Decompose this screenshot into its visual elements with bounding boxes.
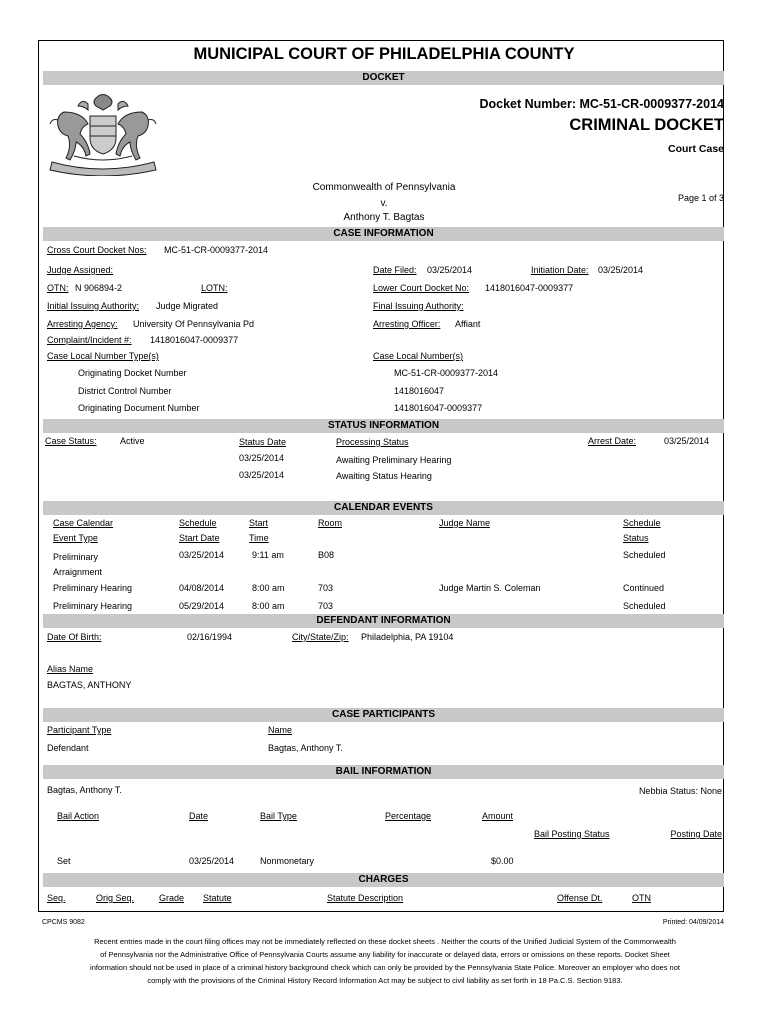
participant-name-label: Name bbox=[268, 725, 293, 735]
cal-header-time-2: Time bbox=[249, 533, 269, 543]
local-type-1: Originating Docket Number bbox=[78, 368, 187, 378]
bail-date-label: Date bbox=[189, 811, 209, 821]
arresting-agency-label: Arresting Agency: bbox=[47, 319, 118, 329]
processing-status-1: Awaiting Preliminary Hearing bbox=[336, 455, 452, 465]
participant-type-value: Defendant bbox=[47, 743, 89, 753]
cal-row-3-room: 703 bbox=[318, 601, 334, 611]
cal-header-room: Room bbox=[318, 518, 343, 528]
arresting-agency-value: University Of Pennsylvania Pd bbox=[133, 319, 255, 329]
footer-disclaimer: Recent entries made in the court filing offices may not be immediately reflected on these docket sheets . Neither the courts of the Unified Judicial System of the Commonwealth of Pennsylvania nor the Administrative Office of Pennsylvania Courts assume any liability for inaccurate or delayed data, errors or omissions on these reports. Docket Sheet information should not be used in place of a criminal history background check which can only be provided by the Pennsylvania State Police. Moreover an employer who does not comply with the provisions of the Criminal History Record Information Act may be subject to civil liability as set forth in 18 Pa.C.S. Section 9183. bbox=[90, 937, 680, 985]
local-type-2: District Control Number bbox=[78, 386, 172, 396]
cal-header-time-1: Start bbox=[249, 518, 269, 528]
calendar-events-bar: CALENDAR EVENTS bbox=[43, 501, 724, 515]
status-information-bar: STATUS INFORMATION bbox=[43, 419, 724, 433]
cal-row-1-status: Scheduled bbox=[623, 550, 666, 560]
criminal-docket-title: CRIMINAL DOCKET bbox=[569, 116, 724, 134]
city-value: Philadelphia, PA 19104 bbox=[361, 632, 454, 642]
local-number-3: 1418016047-0009377 bbox=[394, 403, 483, 413]
cal-row-1-room: B08 bbox=[318, 550, 335, 560]
complaint-label: Complaint/Incident #: bbox=[47, 335, 132, 345]
cal-row-2-date: 04/08/2014 bbox=[179, 583, 225, 593]
bail-defendant-name: Bagtas, Anthony T. bbox=[47, 785, 122, 795]
form-id: CPCMS 9082 bbox=[42, 919, 85, 926]
lower-court-value: 1418016047-0009377 bbox=[485, 283, 574, 293]
status-date-1: 03/25/2014 bbox=[239, 453, 285, 463]
bail-date-value: 03/25/2014 bbox=[189, 856, 235, 866]
alias-label: Alias Name bbox=[47, 664, 94, 674]
cal-row-1-date: 03/25/2014 bbox=[179, 550, 225, 560]
cal-row-2-time: 8:00 am bbox=[252, 583, 285, 593]
status-date-label: Status Date bbox=[239, 437, 287, 447]
bail-amount-label: Amount bbox=[482, 811, 514, 821]
bail-percentage-label: Percentage bbox=[385, 811, 432, 821]
status-date-2: 03/25/2014 bbox=[239, 470, 285, 480]
cal-row-3-event: Preliminary Hearing bbox=[53, 601, 133, 611]
bail-amount-value: $0.00 bbox=[491, 856, 514, 866]
arrest-date-value: 03/25/2014 bbox=[664, 436, 710, 446]
charges-description-label: Statute Description bbox=[327, 893, 404, 903]
cal-row-1-event-1: Preliminary bbox=[53, 552, 99, 562]
lotn-label: LOTN: bbox=[201, 283, 228, 293]
case-participants-bar: CASE PARTICIPANTS bbox=[43, 708, 724, 722]
cal-header-event-1: Case Calendar bbox=[53, 518, 114, 528]
otn-value: N 906894-2 bbox=[75, 283, 123, 293]
charges-bar: CHARGES bbox=[43, 873, 724, 887]
arresting-officer-value: Affiant bbox=[455, 319, 481, 329]
final-authority-label: Final Issuing Authority: bbox=[373, 301, 464, 311]
bail-action-label: Bail Action bbox=[57, 811, 100, 821]
participant-type-label: Participant Type bbox=[47, 725, 112, 735]
cal-header-status-1: Schedule bbox=[623, 518, 661, 528]
bail-action-value: Set bbox=[57, 856, 71, 866]
bail-posting-date-label: Posting Date bbox=[670, 829, 722, 839]
alias-value: BAGTAS, ANTHONY bbox=[47, 680, 132, 690]
initiation-date-value: 03/25/2014 bbox=[598, 265, 644, 275]
date-filed-label: Date Filed: bbox=[373, 265, 417, 275]
cal-header-status-2: Status bbox=[623, 533, 649, 543]
cross-court-label: Cross Court Docket Nos: bbox=[47, 245, 147, 255]
initial-authority-label: Initial Issuing Authority: bbox=[47, 301, 140, 311]
charges-grade-label: Grade bbox=[159, 893, 185, 903]
caption-versus: v. bbox=[380, 198, 388, 209]
charges-statute-label: Statute bbox=[203, 893, 232, 903]
charges-orig-seq-label: Orig Seq. bbox=[96, 893, 135, 903]
cal-header-judge: Judge Name bbox=[439, 518, 491, 528]
cal-row-3-status: Scheduled bbox=[623, 601, 666, 611]
charges-otn-label: OTN bbox=[632, 893, 651, 903]
cal-row-1-time: 9:11 am bbox=[252, 550, 284, 560]
case-information-bar: CASE INFORMATION bbox=[43, 227, 724, 241]
cal-header-date-2: Start Date bbox=[179, 533, 220, 543]
bail-posting-status-label: Bail Posting Status bbox=[534, 829, 610, 839]
defendant-information-bar: DEFENDANT INFORMATION bbox=[43, 614, 724, 628]
cal-row-3-date: 05/29/2014 bbox=[179, 601, 225, 611]
cal-row-2-status: Continued bbox=[623, 583, 665, 593]
caption-plaintiff: Commonwealth of Pennsylvania bbox=[312, 182, 456, 193]
arresting-officer-label: Arresting Officer: bbox=[373, 319, 441, 329]
local-type-label: Case Local Number Type(s) bbox=[47, 351, 159, 361]
processing-status-label: Processing Status bbox=[336, 437, 409, 447]
charges-seq-label: Seq. bbox=[47, 893, 66, 903]
nebbia-status: Nebbia Status: None bbox=[638, 786, 722, 796]
caption-defendant: Anthony T. Bagtas bbox=[343, 212, 425, 223]
case-status-label: Case Status: bbox=[45, 436, 97, 446]
local-number-2: 1418016047 bbox=[394, 386, 445, 396]
local-number-1: MC-51-CR-0009377-2014 bbox=[394, 368, 499, 378]
docket-bar: DOCKET bbox=[43, 71, 724, 85]
pennsylvania-seal-icon bbox=[44, 90, 162, 176]
otn-label: OTN: bbox=[47, 283, 69, 293]
participant-name-value: Bagtas, Anthony T. bbox=[268, 743, 343, 753]
initial-authority-value: Judge Migrated bbox=[156, 301, 219, 311]
dob-label: Date Of Birth: bbox=[47, 632, 102, 642]
cal-row-2-room: 703 bbox=[318, 583, 334, 593]
judge-assigned-label: Judge Assigned: bbox=[47, 265, 114, 275]
city-label: City/State/Zip: bbox=[292, 632, 349, 642]
case-status-value: Active bbox=[120, 436, 145, 446]
cal-header-event-2: Event Type bbox=[53, 533, 98, 543]
date-filed-value: 03/25/2014 bbox=[427, 265, 473, 275]
bail-type-value: Nonmonetary bbox=[260, 856, 315, 866]
charges-offense-dt-label: Offense Dt. bbox=[557, 893, 603, 903]
bail-information-bar: BAIL INFORMATION bbox=[43, 765, 724, 779]
cal-header-date-1: Schedule bbox=[179, 518, 217, 528]
bail-type-label: Bail Type bbox=[260, 811, 297, 821]
cal-row-1-event-2: Arraignment bbox=[53, 567, 103, 577]
dob-value: 02/16/1994 bbox=[187, 632, 233, 642]
initiation-date-label: Initiation Date: bbox=[531, 265, 589, 275]
court-case-label: Court Case bbox=[667, 143, 724, 155]
processing-status-2: Awaiting Status Hearing bbox=[336, 471, 432, 481]
complaint-value: 1418016047-0009377 bbox=[150, 335, 239, 345]
cross-court-value: MC-51-CR-0009377-2014 bbox=[164, 245, 269, 255]
lower-court-label: Lower Court Docket No: bbox=[373, 283, 470, 293]
printed-date: Printed: 04/09/2014 bbox=[662, 919, 724, 926]
arrest-date-label: Arrest Date: bbox=[588, 436, 637, 446]
cal-row-3-time: 8:00 am bbox=[252, 601, 285, 611]
local-number-label: Case Local Number(s) bbox=[373, 351, 464, 361]
page-number: Page 1 of 3 bbox=[677, 193, 724, 203]
cal-row-2-event: Preliminary Hearing bbox=[53, 583, 133, 593]
court-title: MUNICIPAL COURT OF PHILADELPHIA COUNTY bbox=[193, 45, 575, 63]
docket-number: Docket Number: MC-51-CR-0009377-2014 bbox=[479, 97, 724, 111]
cal-row-2-judge: Judge Martin S. Coleman bbox=[439, 583, 541, 593]
local-type-3: Originating Document Number bbox=[78, 403, 200, 413]
